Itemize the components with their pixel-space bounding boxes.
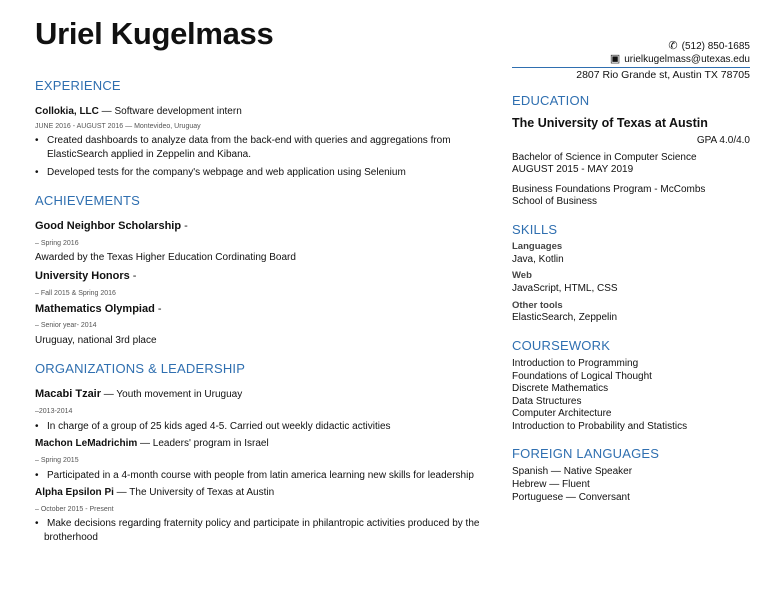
experience-heading: EXPERIENCE: [35, 78, 121, 93]
organizations-heading: ORGANIZATIONS & LEADERSHIP: [35, 361, 246, 376]
program-text: Business Foundations Program - McCombs: [512, 184, 706, 195]
org-bullet-cont: brotherhood: [44, 532, 98, 543]
org-meta: –2013-2014: [35, 408, 73, 415]
school-name: The University of Texas at Austin: [512, 116, 708, 130]
education-heading: EDUCATION: [512, 93, 590, 108]
education-dates: AUGUST 2015 - MAY 2019: [512, 164, 634, 175]
org-meta: – Spring 2015: [35, 457, 79, 464]
gpa-text: GPA 4.0/4.0: [696, 135, 750, 146]
org-bullet: • In charge of a group of 25 kids aged 4-5. Carried out weekly didactic activities: [35, 421, 391, 432]
course-item: Introduction to Programming: [512, 358, 639, 369]
experience-title: [35, 106, 242, 117]
course-item: Discrete Mathematics: [512, 383, 609, 394]
achievement-title: Mathematics Olympiad -: [35, 303, 162, 315]
phone-icon: ✆: [668, 40, 678, 52]
address-text: 2807 Rio Grande st, Austin TX 78705: [576, 69, 750, 81]
language-item: Spanish — Native Speaker: [512, 466, 633, 477]
course-item: Data Structures: [512, 396, 582, 407]
org-title: Alpha Epsilon Pi — The University of Texas at Austin: [35, 487, 275, 498]
resume-name: Uriel Kugelmass: [35, 16, 274, 51]
program-text-cont: School of Business: [512, 196, 598, 207]
achievement-desc: Awarded by the Texas Higher Education Cordinating Board: [35, 252, 296, 263]
skill-label: Languages: [512, 241, 563, 252]
achievement-meta: – Fall 2015 & Spring 2016: [35, 290, 116, 297]
org-bullet: • Participated in a 4-month course with people from latin america learning new skills for leadership: [35, 470, 474, 481]
languages-heading: FOREIGN LANGUAGES: [512, 446, 660, 461]
experience-bullet: • Developed tests for the company's webpage and web application using Selenium: [35, 167, 406, 178]
coursework-heading: COURSEWORK: [512, 338, 611, 353]
achievement-meta: – Spring 2016: [35, 240, 79, 247]
achievement-desc: Uruguay, national 3rd place: [35, 335, 157, 346]
skill-value: Java, Kotlin: [512, 254, 564, 265]
language-item: Portuguese — Conversant: [512, 492, 630, 503]
experience-meta: JUNE 2016 - AUGUST 2016 — Montevideo, Uruguay: [35, 123, 201, 130]
skill-label: Other tools: [512, 300, 563, 311]
org-bullet: • Make decisions regarding fraternity policy and participate in philantropic activities produced by the: [35, 518, 480, 529]
skills-heading: SKILLS: [512, 222, 558, 237]
course-item: Introduction to Probability and Statistics: [512, 421, 688, 432]
contact-divider: [512, 67, 750, 68]
phone-text: (512) 850-1685: [681, 41, 750, 52]
course-item: Computer Architecture: [512, 408, 612, 419]
phone-line: [668, 39, 750, 52]
experience-bullet: • Created dashboards to analyze data from the back-end with queries and aggregations from: [35, 135, 451, 146]
course-item: Foundations of Logical Thought: [512, 371, 652, 382]
org-title: Macabi Tzair — Youth movement in Uruguay: [35, 388, 243, 400]
experience-role: — Software development intern: [98, 106, 242, 117]
email-line[interactable]: [610, 52, 750, 65]
skill-label: Web: [512, 270, 532, 281]
degree-text: Bachelor of Science in Computer Science: [512, 152, 697, 163]
language-item: Hebrew — Fluent: [512, 479, 590, 490]
org-meta: – October 2015 - Present: [35, 506, 114, 513]
email-text[interactable]: urielkugelmass@utexas.edu: [624, 54, 750, 65]
skill-value: JavaScript, HTML, CSS: [512, 283, 618, 294]
achievements-heading: ACHIEVEMENTS: [35, 193, 140, 208]
org-title: Machon LeMadrichim — Leaders' program in Israel: [35, 438, 269, 449]
achievement-title: University Honors -: [35, 270, 137, 282]
achievement-meta: – Senior year- 2014: [35, 322, 97, 329]
achievement-title: Good Neighbor Scholarship -: [35, 220, 188, 232]
skill-value: ElasticSearch, Zeppelin: [512, 312, 618, 323]
experience-bullet-cont: ElasticSearch applied in Zeppelin and Kibana.: [47, 149, 252, 160]
email-icon: ▣: [609, 53, 621, 65]
experience-org: Collokia, LLC: [35, 106, 99, 117]
